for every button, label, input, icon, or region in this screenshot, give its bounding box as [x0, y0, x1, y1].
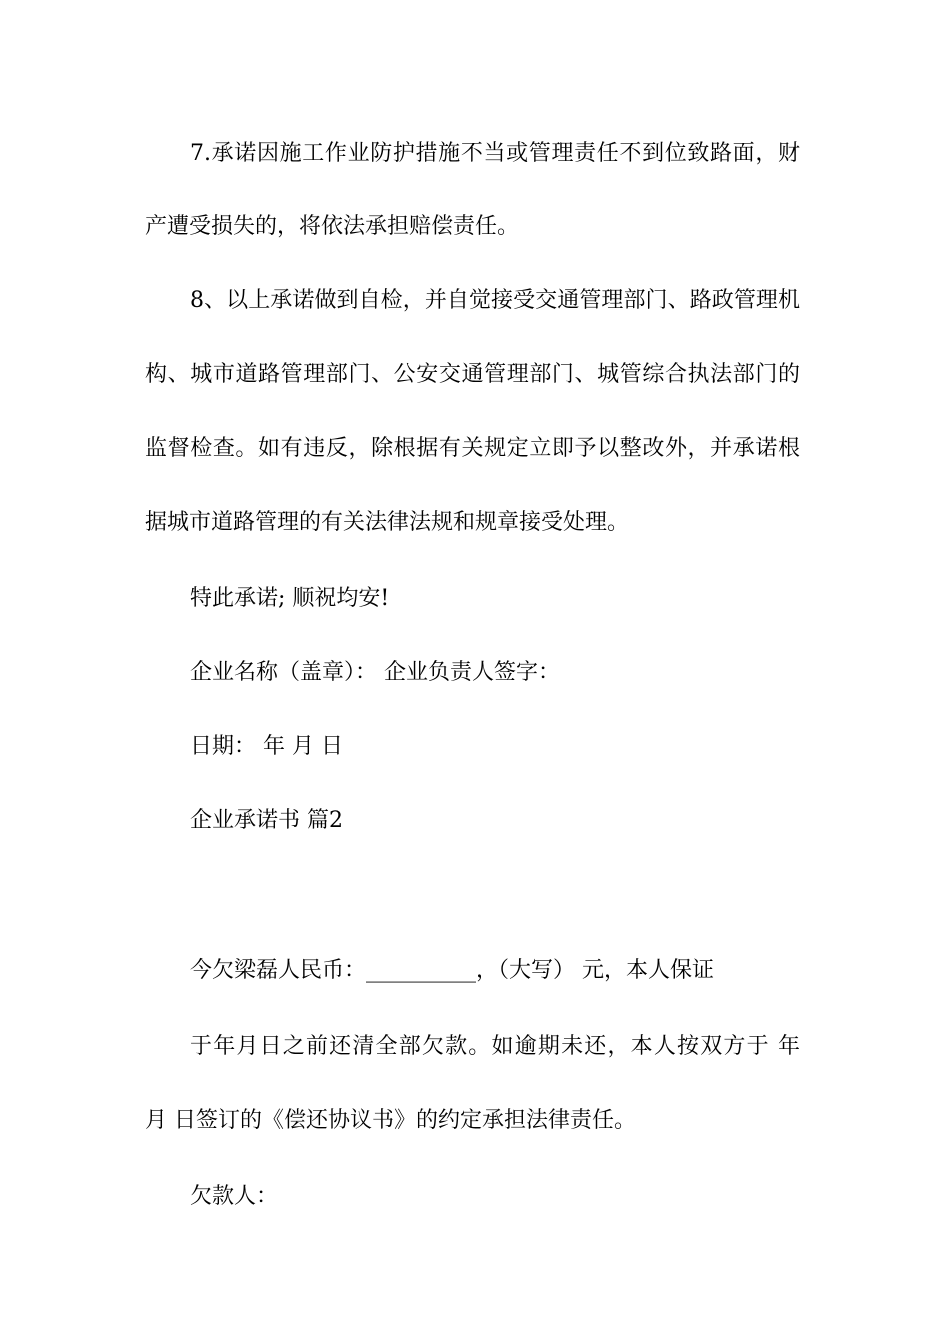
paragraph-7-line-1: 7.承诺因施工作业防护措施不当或管理责任不到位致路面，财 — [190, 141, 800, 166]
paragraph-7-line-2: 产遭受损失的，将依法承担赔偿责任。 — [145, 214, 520, 239]
closing-text: 特此承诺; 顺祝均安! — [190, 586, 390, 611]
paragraph-8-line-1: 8、以上承诺做到自检，并自觉接受交通管理部门、路政管理机 — [190, 288, 800, 313]
paragraph-8-line-4: 据城市道路管理的有关法律法规和规章接受处理。 — [145, 510, 630, 535]
debtor-label: 欠款人： — [190, 1184, 279, 1209]
signature-line: 企业名称（盖章）： 企业负责人签字： — [190, 660, 560, 685]
section-title: 企业承诺书 篇2 — [190, 808, 343, 833]
paragraph-8-line-2: 构、城市道路管理部门、公安交通管理部门、城管综合执法部门的 — [145, 362, 800, 387]
iou-line-2: 于年月日之前还清全部欠款。如逾期未还，本人按双方于 年 — [190, 1034, 800, 1059]
iou-line-3: 月 日签订的《偿还协议书》的约定承担法律责任。 — [145, 1108, 636, 1133]
paragraph-8-line-3: 监督检查。如有违反，除根据有关规定立即予以整改外，并承诺根 — [145, 436, 800, 461]
date-line: 日期： 年 月 日 — [190, 734, 343, 759]
iou-line-1: 今欠梁磊人民币：__________，（大写） 元，本人保证 — [190, 958, 714, 983]
